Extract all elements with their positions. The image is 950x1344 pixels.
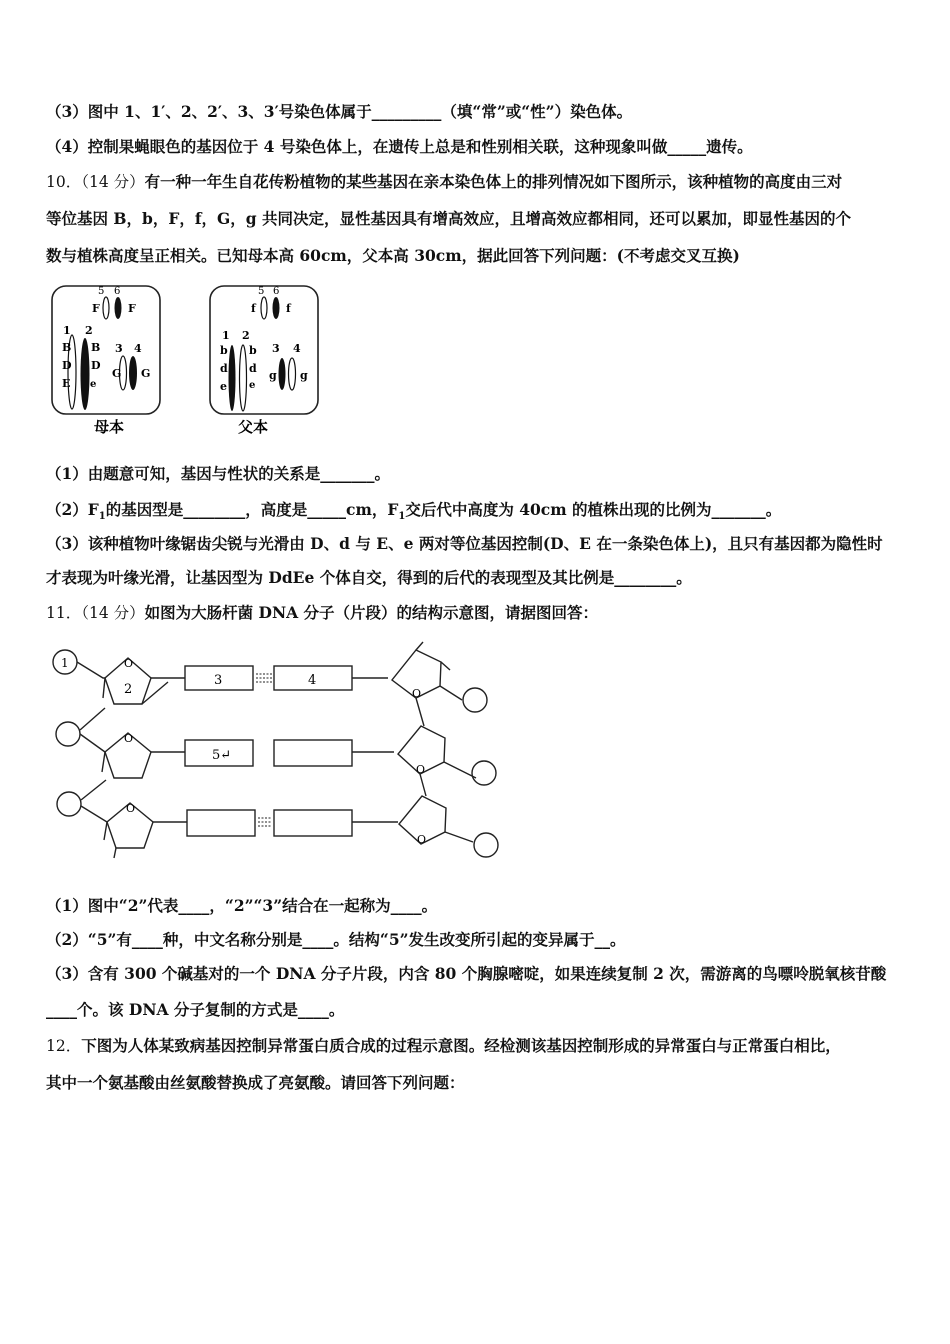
q10-stem-line1 bbox=[46, 171, 906, 193]
q11-part3-line2: ____个。该 DNA 分子复制的方式是____。 bbox=[46, 1000, 345, 1019]
father-gene-e1: e bbox=[220, 380, 227, 393]
father-cell bbox=[210, 286, 318, 414]
label-5: 5↵ bbox=[212, 748, 232, 763]
q10-p2-b: 的基因型是________，高度是_____cm，F bbox=[105, 500, 399, 519]
q11-stem-text: 如图为大肠杆菌 DNA 分子（片段）的结构示意图，请据图回答： bbox=[144, 603, 599, 622]
q10-part1: （1）由题意可知，基因与性状的关系是_______。 bbox=[46, 464, 391, 483]
label-1: 1 bbox=[61, 656, 69, 670]
mother-gene-D1: D bbox=[62, 359, 72, 372]
dna-structure-diagram bbox=[48, 640, 508, 870]
mother-num4: 4 bbox=[134, 342, 142, 355]
father-gene-b1: b bbox=[220, 344, 228, 357]
mother-gene-F1: F bbox=[92, 302, 100, 315]
mother-gene-E: E bbox=[62, 377, 71, 390]
mother-label: 母本 bbox=[94, 418, 125, 436]
mother-cell bbox=[52, 286, 160, 414]
q10-number: 10．（14 分） bbox=[46, 173, 145, 191]
mother-gene-G2: G bbox=[141, 367, 151, 380]
q10-p2-a: （2）F bbox=[46, 500, 99, 519]
q12-stem-line2: 其中一个氨基酸由丝氨酸替换成了亮氨酸。请回答下列问题： bbox=[46, 1073, 465, 1092]
q12-stem1: 下图为人体某致病基因控制异常蛋白质合成的过程示意图。经检测该基因控制形成的异常蛋白与正常蛋白相比， bbox=[81, 1036, 841, 1055]
oxygen-label: O bbox=[416, 763, 426, 776]
q10-p2-c: 交后代中高度为 40cm 的植株出现的比例为_______。 bbox=[405, 500, 782, 519]
q10-part3-line2: 才表现为叶缘光滑，让基因型为 DdEe 个体自交，得到的后代的表现型及其比例是________。 bbox=[46, 568, 692, 587]
q10-p2-sub2: 1 bbox=[398, 511, 406, 523]
father-label: 父本 bbox=[238, 418, 269, 436]
q10-chromosome-figure bbox=[48, 284, 328, 444]
father-gene-f2: f bbox=[286, 302, 291, 315]
q10-part2 bbox=[46, 499, 906, 528]
oxygen-label: O bbox=[124, 657, 134, 670]
father-num3: 3 bbox=[272, 342, 280, 355]
father-gene-g2: g bbox=[300, 369, 308, 382]
father-num6: 6 bbox=[273, 286, 280, 297]
q12-stem-line1 bbox=[46, 1035, 906, 1057]
q10-stem-line2: 等位基因 B，b，F，f，G，g 共同决定，显性基因具有增高效应，且增高效应都相同，还可以累加，即显性基因的个 bbox=[46, 209, 851, 228]
q10-p2-sub1: 1 bbox=[98, 511, 106, 523]
q10-part3-line1: （3）该种植物叶缘锯齿尖锐与光滑由 D、d 与 E、e 两对等位基因控制(D、E 在一条染色体上)，且只有基因都为隐性时 bbox=[46, 534, 883, 553]
q10-stem1: 有一种一年生自花传粉植物的某些基因在亲本染色体上的排列情况如下图所示，该种植物的高度由三对 bbox=[144, 172, 843, 191]
q11-part3-line1: （3）含有 300 个碱基对的一个 DNA 分子片段，内含 80 个胸腺嘧啶，如果连续复制 2 次，需游离的鸟嘌呤脱氧核苷酸 bbox=[46, 964, 887, 983]
mother-gene-B2: B bbox=[91, 341, 101, 354]
oxygen-label: O bbox=[417, 833, 427, 846]
father-num1: 1 bbox=[222, 329, 230, 342]
father-gene-g1: g bbox=[269, 369, 277, 382]
q11-number: 11．（14 分） bbox=[46, 604, 145, 622]
father-gene-e2: e bbox=[249, 380, 256, 391]
mother-num5: 5 bbox=[98, 286, 105, 297]
label-4: 4 bbox=[308, 673, 317, 688]
q11-stem bbox=[46, 602, 906, 624]
mother-num2: 2 bbox=[85, 324, 93, 337]
father-gene-f1: f bbox=[251, 302, 256, 315]
q12-number: 12． bbox=[46, 1037, 82, 1055]
mother-gene-D2: D bbox=[91, 359, 101, 372]
mother-num6: 6 bbox=[114, 286, 121, 297]
oxygen-label: O bbox=[124, 732, 134, 745]
label-2: 2 bbox=[124, 682, 133, 697]
mother-num3: 3 bbox=[115, 342, 123, 355]
mother-gene-F2: F bbox=[128, 302, 136, 315]
oxygen-label: O bbox=[126, 802, 136, 815]
father-gene-d1: d bbox=[220, 362, 228, 375]
father-num4: 4 bbox=[293, 342, 301, 355]
mother-gene-G1: G bbox=[112, 367, 122, 380]
q9-part4: （4）控制果蝇眼色的基因位于 4 号染色体上，在遗传上总是和性别相关联，这种现象叫做_____遗传。 bbox=[46, 137, 753, 156]
mother-gene-e: e bbox=[90, 379, 97, 390]
mother-gene-B1: B bbox=[62, 341, 72, 354]
label-3: 3 bbox=[214, 673, 223, 688]
father-num2: 2 bbox=[242, 329, 250, 342]
oxygen-label: O bbox=[412, 687, 422, 700]
father-num5: 5 bbox=[258, 286, 265, 297]
q10-stem-line3: 数与植株高度呈正相关。已知母本高 60cm，父本高 30cm，据此回答下列问题：(不考虑交叉互换) bbox=[46, 246, 740, 265]
q11-part2: （2）“5”有____种，中文名称分别是____。结构“5”发生改变所引起的变异属于__。 bbox=[46, 930, 626, 949]
mother-num1: 1 bbox=[63, 324, 71, 337]
q11-part1: （1）图中“2”代表____，“2”“3”结合在一起称为____。 bbox=[46, 896, 438, 915]
q9-part3: （3）图中 1、1′、2、2′、3、3′号染色体属于_________（填“常”或“性”）染色体。 bbox=[46, 102, 633, 121]
father-gene-d2: d bbox=[249, 362, 257, 375]
father-gene-b2: b bbox=[249, 344, 257, 357]
